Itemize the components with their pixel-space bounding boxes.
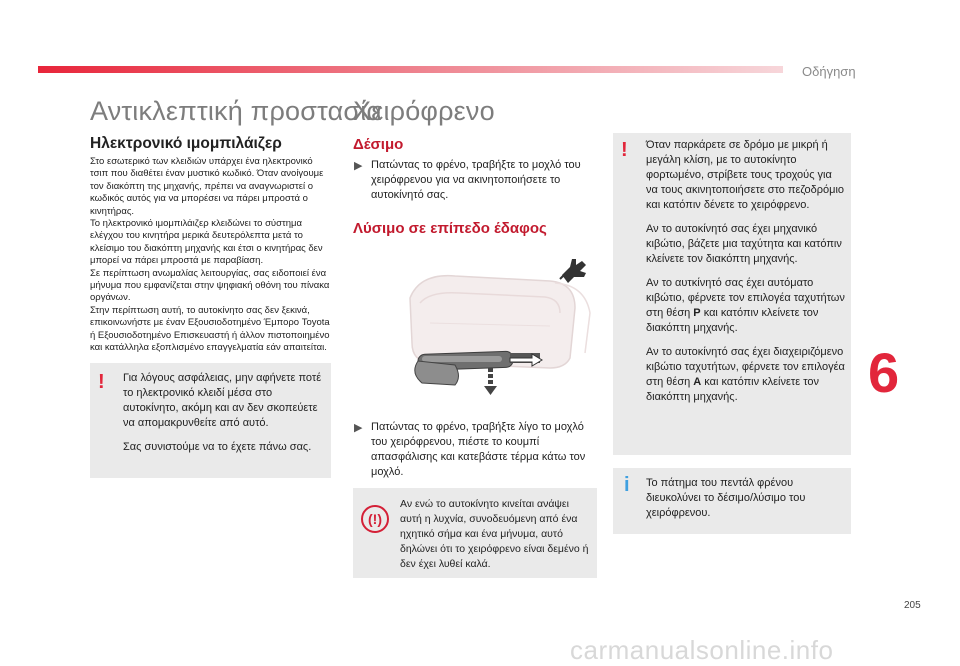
apply-text: Πατώντας το φρένο, τραβήξτε το μοχλό του χειρόφρενου για να ακινητοποιήσετε το αυτοκίνητό σας. (371, 159, 581, 201)
release-text: Πατώντας το φρένο, τραβήξτε λίγο το μοχλό του χειρόφρενου, πιέστε το κουμπί απασφάλισης και κατεβάστε τέρμα κάτω τον μοχλό. (371, 421, 586, 478)
chapter-number: 6 (868, 341, 900, 404)
handbrake-alert-icon: (!) (361, 505, 389, 533)
immobilizer-para-1: Στο εσωτερικό των κλειδιών υπάρχει ένα ηλεκτρονικό τσιπ που διαθέτει έναν μυστικό κωδικό. Όταν ανοίγουμε τον διακόπτη της μηχανής, πρέπει να αναγνωριστεί ο κωδικός αυτός για να μπορέσει να πάρει μπροστά ο κινητήρας. (90, 156, 324, 217)
middle-section-title: Χειρόφρενο (353, 96, 495, 126)
bullet-arrow-icon: ▶ (354, 160, 363, 172)
header-gradient-bar (38, 66, 783, 73)
immobilizer-heading: Ηλεκτρονικό ιμομπιλάιζερ (90, 135, 282, 152)
immobilizer-text (90, 156, 330, 355)
immobilizer-para-4: Στην περίπτωση αυτή, το αυτοκίνητο σας δεν ξεκινά, επικοινωνήστε με έναν Εξουσιοδοτημένο Έμπορο Toyota ή Εξουσιοδοτημένο Επισκευαστή ή άλλον πιστοποιημένο και κατάλληλα εξοπλισμένο επαγγελματία εάν απαιτείται. (90, 304, 330, 354)
right-warning-para-2: Αν το αυτοκίνητό σας έχει μηχανικό κιβώτιο, βάζετε μια ταχύτητα και κατόπιν κλείνετε τον διακόπτη μηχανής. (646, 223, 842, 265)
info-icon: i (624, 474, 630, 496)
bullet-arrow-icon: ▶ (354, 422, 363, 434)
left-warning-box (90, 363, 331, 478)
warning-icon: ! (98, 371, 105, 393)
left-warning-para-2: Σας συνιστούμε να το έχετε πάνω σας. (123, 441, 312, 453)
handbrake-alert-box (353, 488, 597, 578)
right-warning-para-4: Αν το αυτοκίνητό σας έχει διαχειριζόμενο κιβώτιο ταχυτήτων, φέρνετε τον επιλογέα στη θέση A και κατόπιν κλείνετε τον διακόπτη μηχανής. (646, 346, 845, 403)
handbrake-alert-text: Αν ενώ το αυτοκίνητο κινείται ανάψει αυτή η λυχνία, συνοδευόμενη από ένα ηχητικό σήμα και ένα μήνυμα, αυτό δηλώνει ότι το χειρόφρενο είναι δεμένο ή δεν έχει λυθεί καλά. (400, 498, 589, 570)
hand-pull-icon (558, 255, 590, 285)
right-info-box (613, 468, 851, 534)
left-section-title: Αντικλεπτική προστασία (90, 96, 383, 126)
right-warning-para-3: Αν το αυτκίνητό σας έχει αυτόματο κιβώτιο, φέρνετε τον επιλογέα ταχυτήτων στη θέση P και κατόπιν κλείνετε τον διακόπτη μηχανής. (646, 277, 845, 334)
left-warning-para-1: Για λόγους ασφάλειας, μην αφήνετε ποτέ το ηλεκτρονικό κλειδί μέσα στο αυτοκίνητο, ακόμη και αν δεν σκοπεύετε να απομακρυνθείτε από αυτό. (123, 372, 322, 429)
immobilizer-para-3: Σε περίπτωση ανωμαλίας λειτουργίας, σας ειδοποιεί ένα μήνυμα που εμφανίζεται στην ψηφιακή οθόνη του πίνακα οργάνων. (90, 267, 330, 304)
immobilizer-para-2: Το ηλεκτρονικό ιμομπιλάιζερ κλειδώνει το σύστημα ελέγχου του κινητήρα μερικά δευτερόλεπτα μετά το κλείσιμο του διακόπτη μηχανής και έτσι ο κινητήρας δεν μπορεί να πάρει μπροστά με παραβίαση. (90, 218, 323, 267)
right-warning-box (613, 133, 851, 455)
apply-heading: Δέσιμο (353, 136, 404, 153)
info-text: Το πάτημα του πεντάλ φρένου διευκολύνει το δέσιμο/λύσιμο του χειρόφρενου. (646, 477, 806, 519)
page-number: 205 (904, 600, 921, 611)
chapter-title: Οδήγηση (802, 64, 856, 79)
watermark: carmanualsonline.info (570, 635, 834, 665)
warning-icon: ! (621, 139, 628, 161)
release-heading: Λύσιμο σε επίπεδο έδαφος (353, 220, 547, 237)
right-warning-para-1: Όταν παρκάρετε σε δρόμο με μικρή ή μεγάλη κλίση, με το αυτοκίνητο φορτωμένο, στρίβετε τους τροχούς για να τους ακινητοποιήσετε στο πεζοδρόμιο και κατόπιν δένετε το χειρόφρενο. (646, 139, 845, 211)
